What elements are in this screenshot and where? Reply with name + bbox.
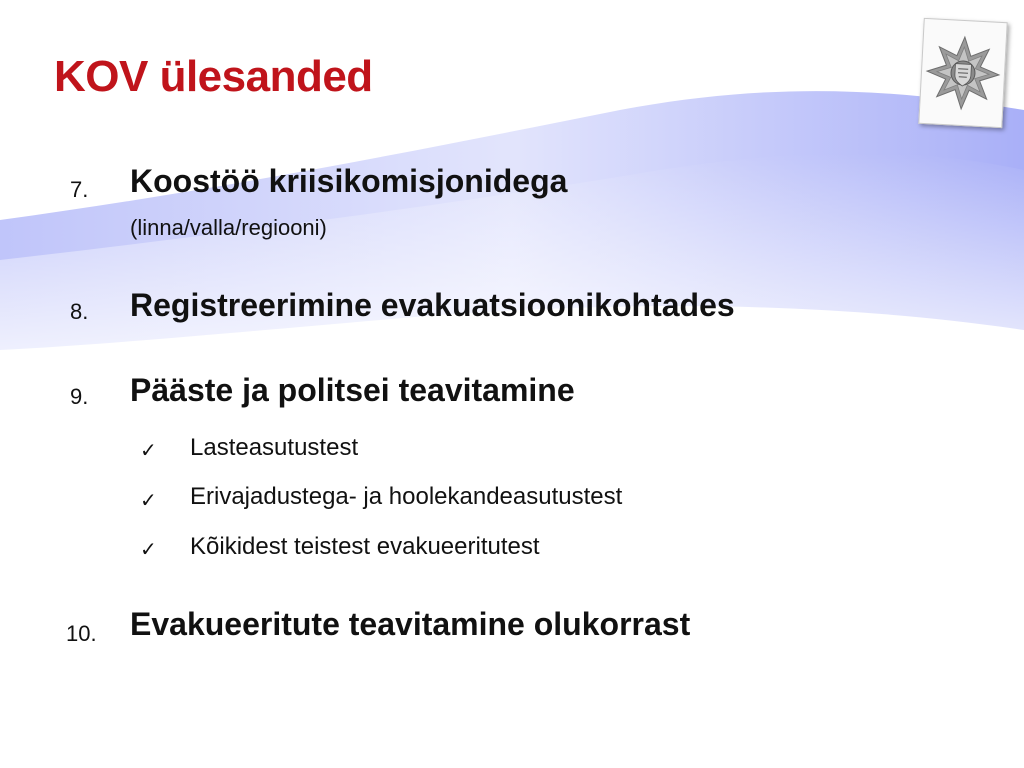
checkmark-icon: ✓	[140, 440, 157, 462]
checkmark-icon: ✓	[140, 539, 157, 561]
item-number-9: 9.	[70, 384, 89, 409]
item-text-10: Evakueeritute teavitamine olukorrast	[130, 606, 691, 642]
item-number-10: 10.	[66, 621, 97, 646]
item-text-9: Pääste ja politsei teavitamine	[130, 372, 575, 408]
police-rescue-logo	[918, 18, 1007, 128]
item-text-7: Koostöö kriisikomisjonidega	[130, 163, 568, 199]
item-number-7: 7.	[70, 177, 89, 202]
police-rescue-star-emblem-icon	[923, 33, 1003, 113]
checkmark-icon: ✓	[140, 490, 157, 512]
bullet-text: Erivajadustega- ja hoolekandeasutustest	[190, 483, 623, 510]
item-subtext-7: (linna/valla/regiooni)	[130, 215, 327, 240]
item-text-8: Registreerimine evakuatsioonikohtades	[130, 287, 735, 323]
bullet-text: Lasteasutustest	[190, 434, 359, 461]
item-number-8: 8.	[70, 299, 89, 324]
bullet-text: Kõikidest teistest evakueeritutest	[190, 533, 540, 560]
slide-title: KOV ülesanded	[54, 52, 373, 101]
